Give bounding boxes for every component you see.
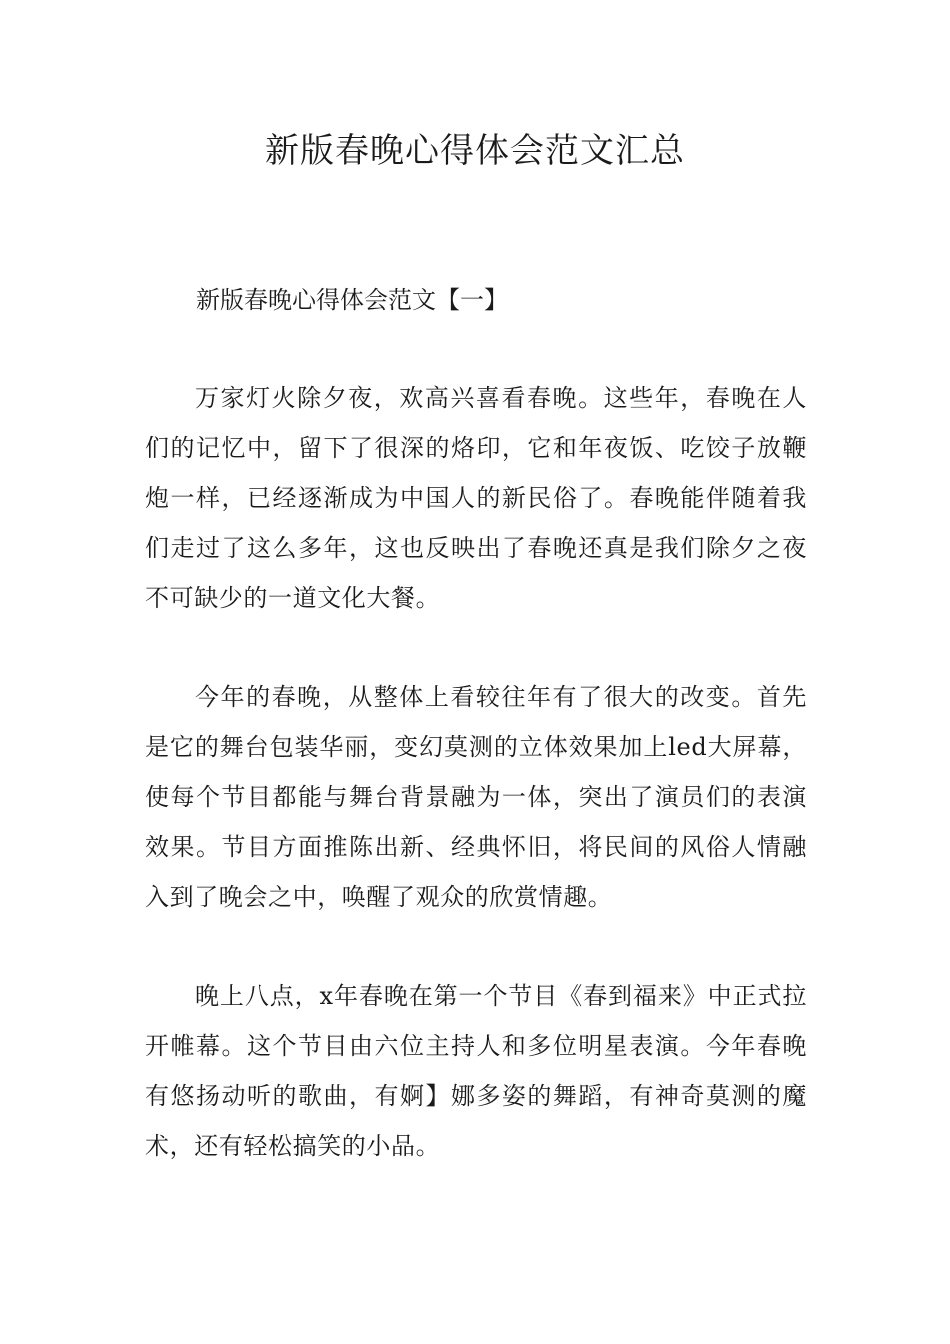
document-title: 新版春晚心得体会范文汇总 xyxy=(265,131,685,171)
paragraph-2: 今年的春晚，从整体上看较往年有了很大的改变。首先是它的舞台包装华丽，变幻莫测的立体效果加上led大屏幕，使每个节目都能与舞台背景融为一体，突出了演员们的表演效果。节目方面推陈出新、经典怀旧，将民间的风俗人情融入到了晚会之中，唤醒了观众的欣赏情趣。 xyxy=(145,683,807,911)
paragraph-1: 万家灯火除夕夜，欢高兴喜看春晚。这些年，春晚在人们的记忆中，留下了很深的烙印，它和年夜饭、吃饺子放鞭炮一样，已经逐渐成为中国人的新民俗了。春晚能伴随着我们走过了这么多年，这也反映出了春晚还真是我们除夕之夜不可缺少的一道文化大餐。 xyxy=(145,384,807,612)
paragraph-3: 晚上八点，x年春晚在第一个节目《春到福来》中正式拉开帷幕。这个节目由六位主持人和多位明星表演。今年春晚有悠扬动听的歌曲，有婀】娜多姿的舞蹈，有神奇莫测的魔术，还有轻松搞笑的小品。 xyxy=(145,982,807,1160)
section-heading: 新版春晚心得体会范文【一】 xyxy=(196,286,508,314)
